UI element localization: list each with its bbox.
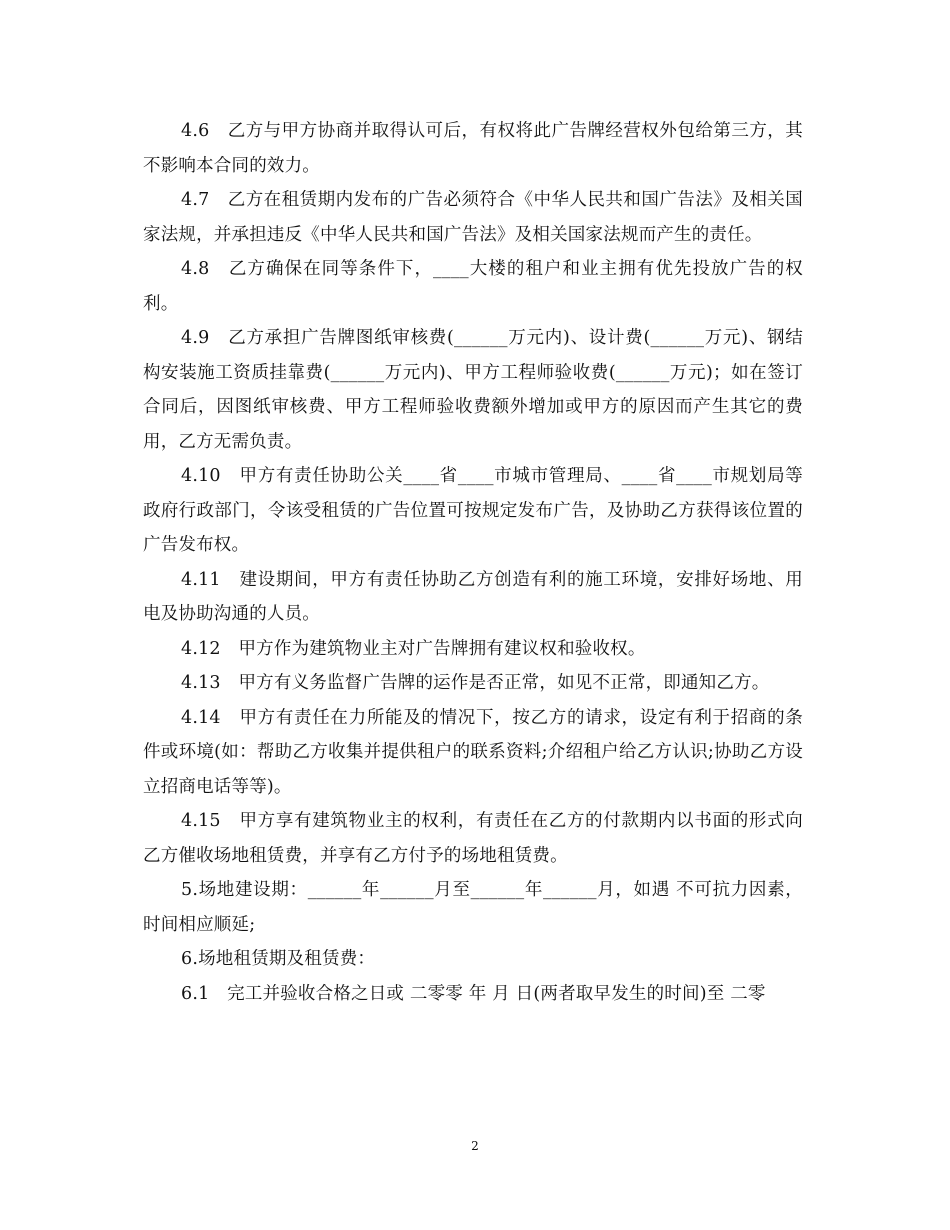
clause-4-12: 4.12 甲方作为建筑物业主对广告牌拥有建议权和验收权。 <box>181 638 646 659</box>
clause-4-15: 4.15 甲方享有建筑物业主的权利，有责任在乙方的付款期内以书面的形式向乙方催收场地租赁费，并享有乙方付予的场地租赁费。 <box>143 811 803 866</box>
clause-4-10: 4.10 甲方有责任协助公关____省____市城市管理局、____省____市规划局等政府行政部门，令该受租赁的广告位置可按规定发布广告，及协助乙方获得该位置的广告发布权。 <box>143 466 803 555</box>
clause-4-11: 4.11 建设期间，甲方有责任协助乙方创造有利的施工环境，安排好场地、用电及协助沟通的人员。 <box>143 569 803 624</box>
clause-6: 6.场地租赁期及租赁费： <box>181 949 376 969</box>
clause-6-1: 6.1 完工并验收合格之日或 二零零 年 月 日(两者取早发生的时间)至 二零 <box>181 983 766 1004</box>
clause-4-13: 4.13 甲方有义务监督广告牌的运作是否正常，如见不正常，即通知乙方。 <box>181 673 770 693</box>
document-body <box>143 114 803 1011</box>
clause-4-9: 4.9 乙方承担广告牌图纸审核费(______万元内)、设计费(______万元)、钢结构安装施工资质挂靠费(______万元内)、甲方工程师验收费(______万元)；如在签订合同后，因图纸审核费、甲方工程师验收费额外增加或甲方的原因而产生其它的费用，乙方无需负责。 <box>143 328 803 452</box>
clause-4-6: 4.6 乙方与甲方协商并取得认可后，有权将此广告牌经营权外包给第三方，其不影响本合同的效力。 <box>143 121 803 176</box>
clause-4-7: 4.7 乙方在租赁期内发布的广告必须符合《中华人民共和国广告法》及相关国家法规，并承担违反《中华人民共和国广告法》及相关国家法规而产生的责任。 <box>143 190 803 245</box>
clause-5: 5.场地建设期：______年______月至______年______月，如遇 不可抗力因素，时间相应顺延; <box>143 880 803 935</box>
clause-4-8: 4.8 乙方确保在同等条件下，____大楼的租户和业主拥有优先投放广告的权利。 <box>143 259 803 314</box>
clause-4-14: 4.14 甲方有责任在力所能及的情况下，按乙方的请求，设定有利于招商的条件或环境(如：帮助乙方收集并提供租户的联系资料;介绍租户给乙方认识;协助乙方设立招商电话等等)。 <box>143 707 803 797</box>
page-number: 2 <box>471 1139 479 1153</box>
